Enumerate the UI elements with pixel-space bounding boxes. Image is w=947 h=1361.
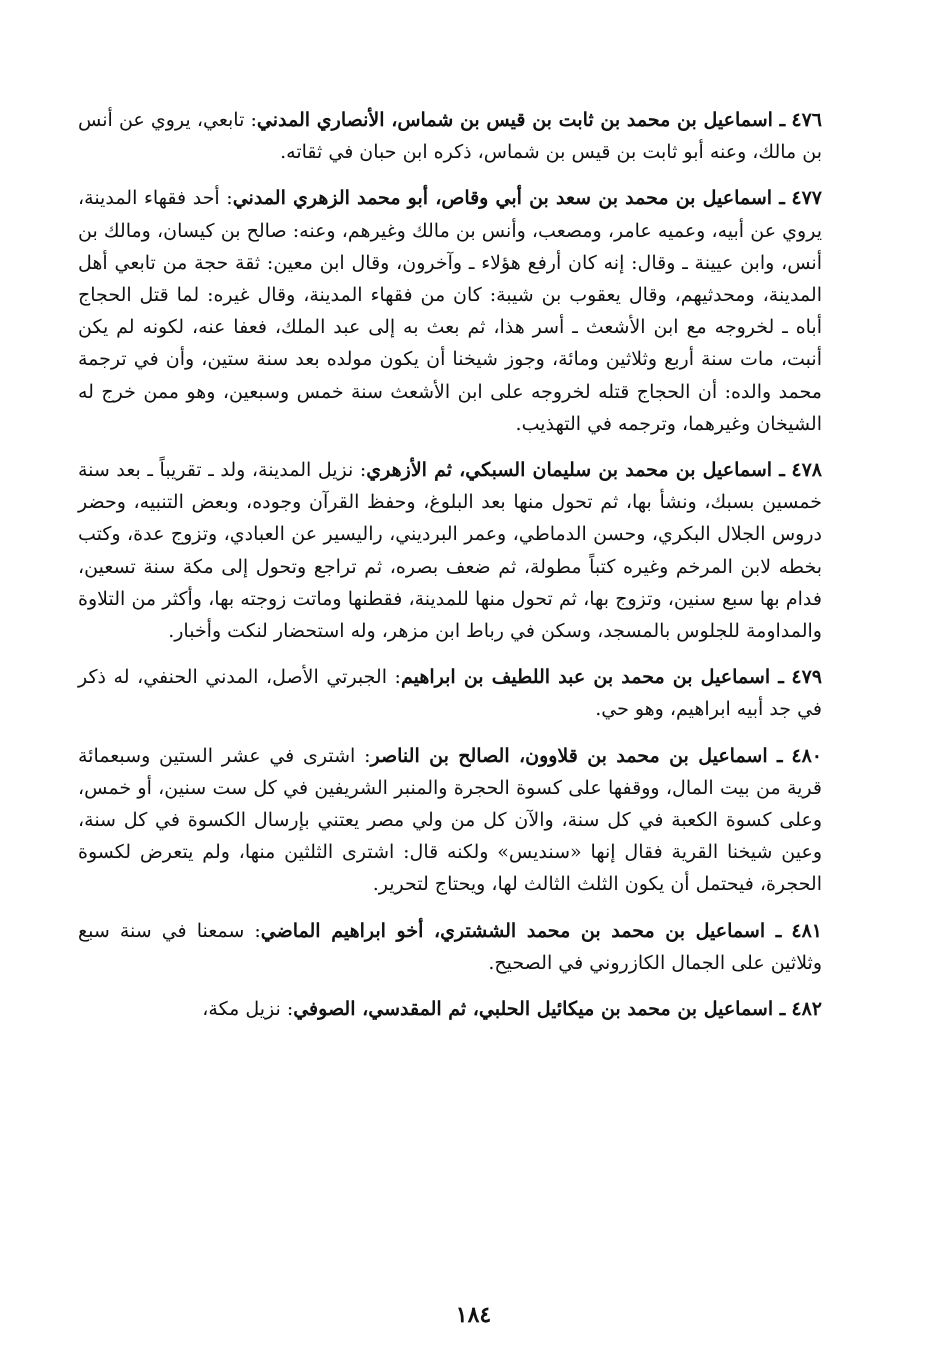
entry-heading: ـ اسماعيل بن محمد بن ثابت بن قيس بن شماس، الأنصاري المدني xyxy=(256,109,786,131)
entry-number: ٤٨٢ xyxy=(791,998,822,1021)
entry-number: ٤٧٧ xyxy=(791,187,822,210)
entry-body: : اشترى في عشر الستين وسبعمائة قرية من بيت المال، ووقفها على كسوة الحجرة والمنبر الشريفين في كل ست سنين، أو خمس، وعلى كسوة الكعبة في كل سنة، والآن كل من ولي مصر يعتني بإرسال الكسوة في كل سنة، وعين شيخنا القرية فقال إنها «سنديس» ولكنه قال: اشترى الثلثين منها، ولم يتعرض لكسوة الحجرة، فيحتمل أن يكون الثلث الثالث لها، ويحتاج لتحرير. xyxy=(78,744,823,896)
entry-heading: ـ اسماعيل بن محمد بن عبد اللطيف بن ابراهيم xyxy=(400,666,784,689)
entry-number: ٤٧٩ xyxy=(791,666,823,689)
page-number: ١٨٤ xyxy=(455,1302,492,1328)
entry-heading: ـ اسماعيل بن محمد بن محمد الششتري، أخو ابراهيم الماضي xyxy=(260,919,782,942)
text-block xyxy=(78,104,822,1039)
entry-body: : نزيل مكة، xyxy=(202,998,294,1021)
entry-body: : سمعنا في سنة سبع وثلاثين على الجمال الكازروني في الصحيح. xyxy=(78,919,822,974)
entry-number: ٤٨١ xyxy=(791,919,822,942)
entry-477 xyxy=(78,182,822,440)
entry-body: : نزيل المدينة، ولد ـ تقريباً ـ بعد سنة خمسين بسبك، ونشأ بها، ثم تحول منها بعد البلوغ، وحفظ القرآن وجوده، وبعض التنبيه، وحضر دروس الجلال البكري، وحسن الدماطي، وعمر البرديني، راليسير عن العبادي، وتزوج عدة، وكتب بخطه لابن المرخم وغيره كتباً مطولة، ثم ضعف بصره، ثم تراجع وتحول إلى مكة سنة تسعين، فدام بها سبع سنين، وتزوج بها، ثم تحول منها للمدينة، فقطنها وماتت زوجته بها، وأكثر من التلاوة والمداومة للجلوس بالمسجد، وسكن في رباط ابن مزهر، وله استحضار لنكت وأخبار. xyxy=(78,459,822,643)
entry-heading: ـ اسماعيل بن محمد بن سعد بن أبي وقاص، أبو محمد الزهري المدني xyxy=(232,187,785,210)
entry-478 xyxy=(78,454,822,647)
entry-479 xyxy=(78,661,822,725)
entry-body: : أحد فقهاء المدينة، يروي عن أبيه، وعميه عامر، ومصعب، وأنس بن مالك وغيرهم، وعنه: صالح بن كيسان، ومالك بن أنس، وابن عيينة ـ وقال: إنه كان أرفع هؤلاء ـ وآخرون، وقال ابن معين: ثقة حجة من تابعي أهل المدينة، ومحدثيهم، وقال يعقوب بن شيبة: كان من فقهاء المدينة، وقال غيره: لما قتل الحجاج أباه ـ لخروجه مع ابن الأشعث ـ أسر هذا، ثم بعث به إلى عبد الملك، فعفا عنه، لكونه لم يكن أنبت، مات سنة أربع وثلاثين ومائة، وجوز شيخنا أن يكون مولده بعد سنة ستين، وأن في ترجمة محمد والده: أن الحجاج قتله لخروجه على ابن الأشعث سنة خمس وسبعين، وهو ممن خرج له الشيخان وغيرهما، وترجمه في التهذيب. xyxy=(78,187,823,435)
entry-482 xyxy=(78,993,822,1025)
entry-480 xyxy=(78,740,822,901)
entry-476 xyxy=(78,104,822,168)
entry-body: : تابعي، يروي عن أنس بن مالك، وعنه أبو ثابت بن قيس بن شماس، ذكره ابن حبان في ثقاته. xyxy=(78,109,822,164)
entry-number: ٤٧٨ xyxy=(791,459,822,482)
entry-number: ٤٧٦ xyxy=(791,109,822,131)
entry-heading: ـ اسماعيل بن محمد بن ميكائيل الحلبي، ثم المقدسي، الصوفي xyxy=(293,998,786,1021)
entry-heading: ـ اسماعيل بن محمد بن قلاوون، الصالح بن الناصر xyxy=(370,744,783,767)
entry-481 xyxy=(78,915,822,979)
entry-number: ٤٨٠ xyxy=(791,744,822,767)
entry-body: : الجبرتي الأصل، المدني الحنفي، له ذكر في جد أبيه ابراهيم، وهو حي. xyxy=(78,666,822,721)
entry-heading: ـ اسماعيل بن محمد بن سليمان السبكي، ثم الأزهري xyxy=(366,459,785,482)
